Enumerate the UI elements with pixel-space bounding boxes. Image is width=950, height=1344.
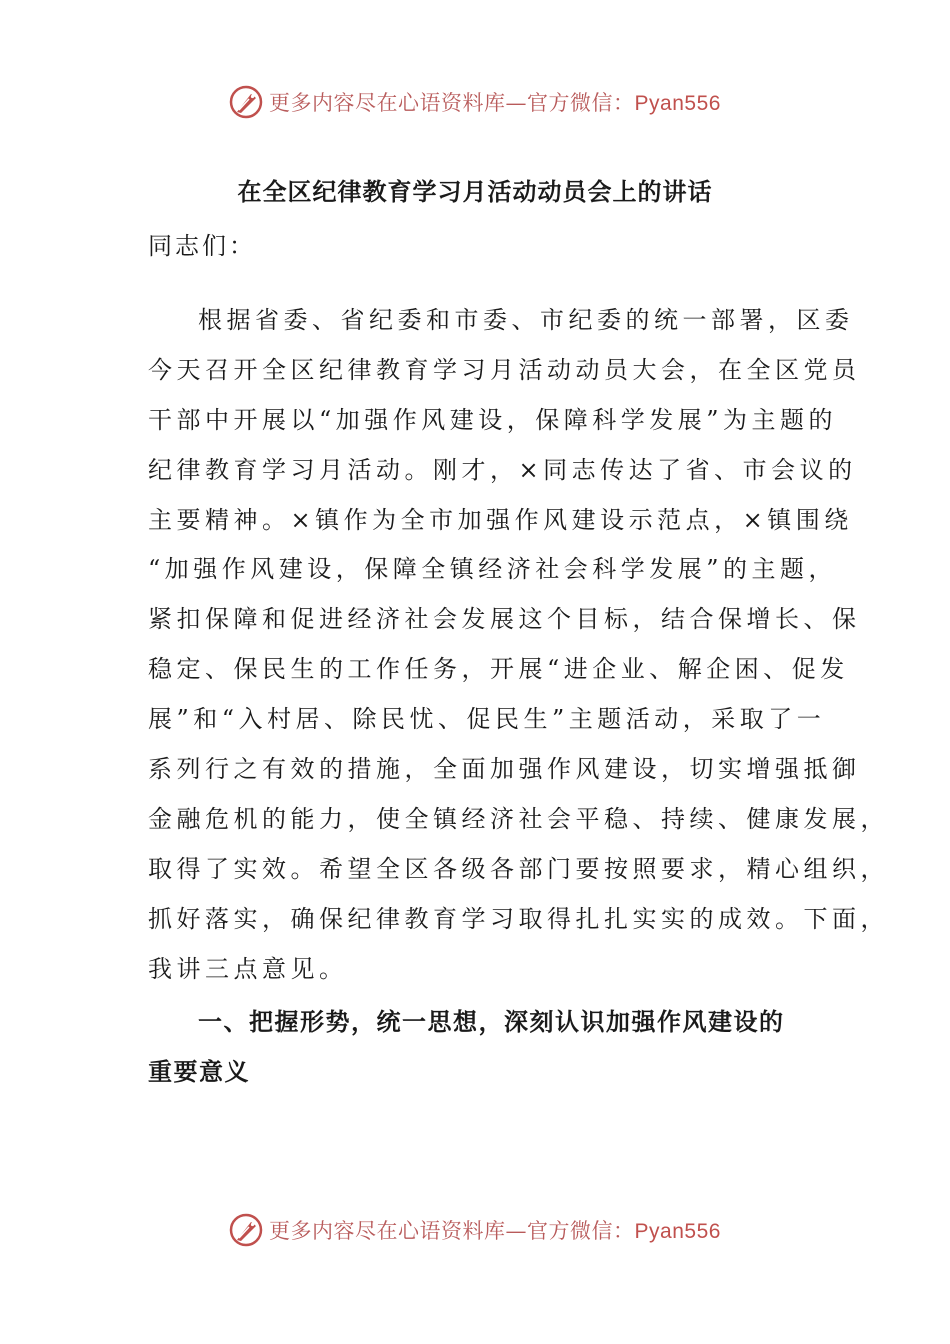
document-title: 在全区纪律教育学习月活动动员会上的讲话	[237, 178, 713, 206]
paragraph-line: 我讲三点意见。	[148, 954, 348, 983]
footer-watermark-banner	[0, 1210, 950, 1250]
pen-nib-logo-icon	[229, 85, 263, 119]
header-watermark-banner	[0, 82, 950, 122]
greeting: 同志们：	[148, 232, 256, 260]
paragraph-line: 今天召开全区纪律教育学习月活动动员大会，在全区党员	[148, 355, 861, 384]
heading-line: 重要意义	[148, 1057, 250, 1086]
section-heading	[148, 998, 802, 1098]
paragraph-line: 稳定、保民生的工作任务，开展“进企业、解企困、促发	[148, 655, 849, 684]
heading-line: 一、把握形势，统一思想，深刻认识加强作风建设的	[198, 1008, 785, 1036]
paragraph-line: 抓好落实，确保纪律教育学习取得扎扎实实的成效。下面，	[148, 904, 889, 933]
paragraph-line: 干部中开展以“加强作风建设，保障科学发展”为主题的	[148, 405, 838, 434]
banner-text: 更多内容尽在心语资料库—官方微信：Pyan556	[269, 91, 721, 115]
paragraph-line: 取得了实效。希望全区各级各部门要按照要求，精心组织，	[148, 854, 889, 883]
paragraph-line: 金融危机的能力，使全镇经济社会平稳、持续、健康发展，	[148, 804, 889, 833]
wechat-id: Pyan556	[634, 1220, 721, 1243]
body-paragraph	[148, 296, 889, 994]
paragraph-line: 展”和“入村居、除民忧、促民生”主题活动，采取了一	[148, 705, 826, 734]
paragraph-line: 紧扣保障和促进经济社会发展这个目标，结合保增长、保	[148, 605, 861, 634]
paragraph-line: 主要精神。×镇作为全市加强作风建设示范点，×镇围绕	[148, 505, 853, 534]
pen-nib-logo-icon	[229, 1213, 263, 1247]
paragraph-line: 系列行之有效的措施，全面加强作风建设，切实增强抵御	[148, 755, 861, 784]
paragraph-line: 纪律教育学习月活动。刚才，×同志传达了省、市会议的	[148, 455, 857, 484]
wechat-id: Pyan556	[634, 92, 721, 115]
paragraph-line: 根据省委、省纪委和市委、市纪委的统一部署，区委	[198, 306, 854, 334]
banner-text: 更多内容尽在心语资料库—官方微信：Pyan556	[269, 1219, 721, 1243]
paragraph-line: “加强作风建设，保障全镇经济社会科学发展”的主题，	[148, 555, 838, 584]
